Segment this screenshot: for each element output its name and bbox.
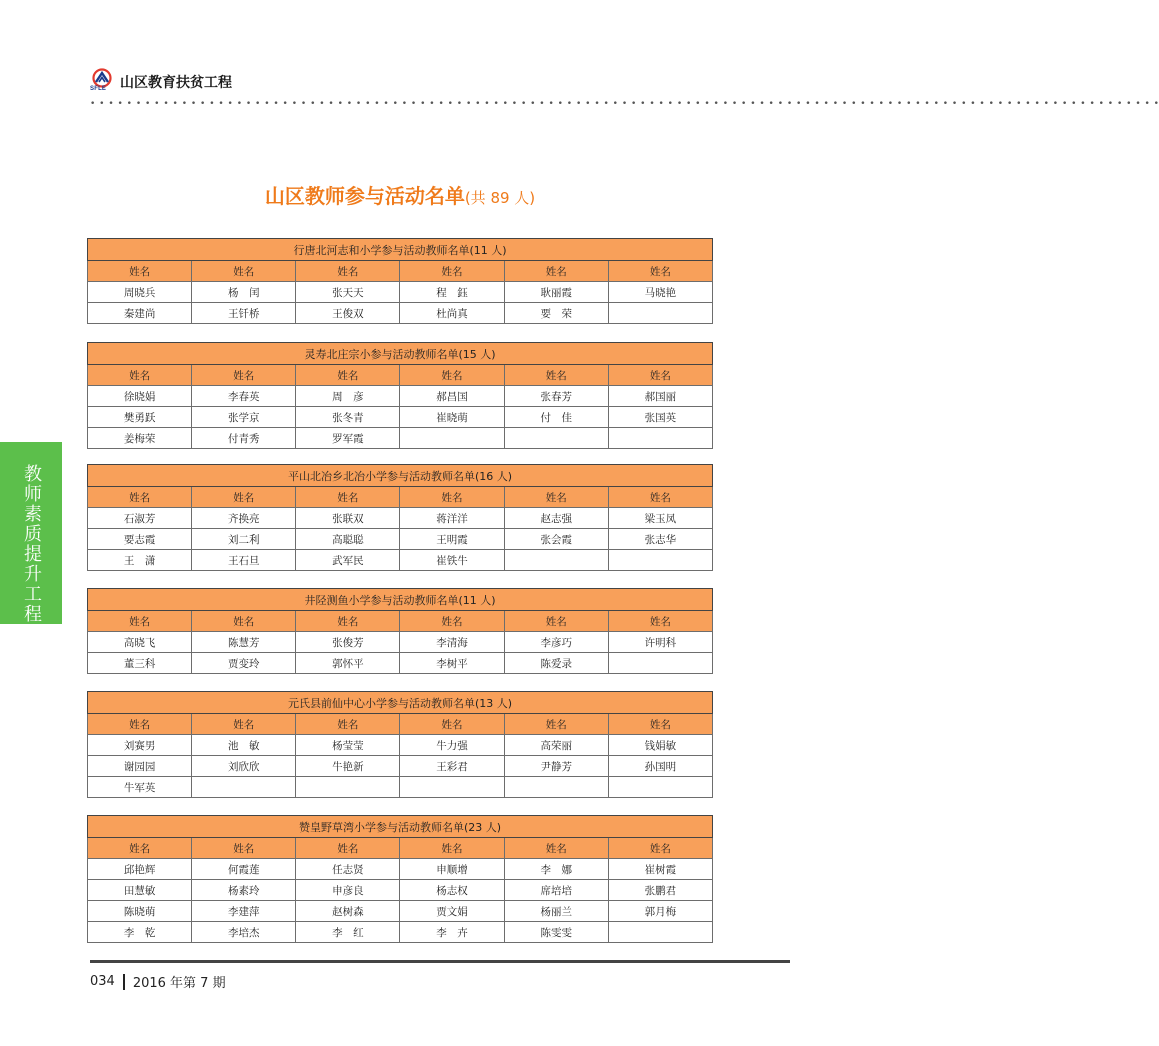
teacher-name-cell: 王俊双 — [296, 303, 400, 324]
column-header: 姓名 — [88, 261, 192, 282]
teacher-name-cell: 尹静芳 — [504, 756, 608, 777]
teacher-name-cell: 池 敏 — [192, 735, 296, 756]
roster-table — [87, 588, 713, 674]
teacher-name-cell: 郝昌国 — [400, 386, 504, 407]
teacher-name-cell: 王 潇 — [88, 550, 192, 571]
teacher-name-cell: 邱艳辉 — [88, 859, 192, 880]
teacher-name-cell: 田慧敏 — [88, 880, 192, 901]
teacher-name-cell: 崔铁牛 — [400, 550, 504, 571]
teacher-name-cell: 杨志权 — [400, 880, 504, 901]
column-header: 姓名 — [88, 365, 192, 386]
teacher-name-cell: 李春英 — [192, 386, 296, 407]
teacher-name-cell: 耿丽霞 — [504, 282, 608, 303]
teacher-name-cell: 贾变玲 — [192, 653, 296, 674]
table-row — [88, 653, 713, 674]
teacher-name-cell: 杨 闰 — [192, 282, 296, 303]
column-header: 姓名 — [400, 714, 504, 735]
column-header: 姓名 — [192, 487, 296, 508]
teacher-name-cell: 李树平 — [400, 653, 504, 674]
page-number: 034 — [90, 974, 115, 989]
table-row — [88, 550, 713, 571]
column-header: 姓名 — [504, 714, 608, 735]
roster-table — [87, 464, 713, 571]
column-header: 姓名 — [192, 261, 296, 282]
teacher-name-cell: 申顺增 — [400, 859, 504, 880]
teacher-name-cell: 赵志强 — [504, 508, 608, 529]
teacher-name-cell: 张冬青 — [296, 407, 400, 428]
dotted-divider: • • • • • • • • • • • • • • • • • • • • • • • • • • • • • • • • • • • • • • • • • • • • • • • • • • • • • • • • • • • • • • • • • • • • • • • • • • • • • • • • • • • • • • • • • • • • • • • • • • • • • • • • • • • • • • • • • • • • • — [90, 99, 1159, 109]
teacher-name-cell: 李 娜 — [504, 859, 608, 880]
teacher-name-cell — [608, 428, 712, 449]
teacher-name-cell: 王明霞 — [400, 529, 504, 550]
column-header: 姓名 — [192, 838, 296, 859]
column-header: 姓名 — [504, 365, 608, 386]
teacher-name-cell: 郭怀平 — [296, 653, 400, 674]
sfle-logo — [90, 68, 114, 96]
table-caption: 行唐北河志和小学参与活动教师名单(11 人) — [88, 239, 713, 261]
section-side-tab — [0, 442, 62, 624]
teacher-name-cell: 张联双 — [296, 508, 400, 529]
footer-separator — [123, 974, 125, 990]
teacher-name-cell: 张俊芳 — [296, 632, 400, 653]
teacher-name-cell: 张学京 — [192, 407, 296, 428]
column-header: 姓名 — [88, 714, 192, 735]
teacher-name-cell: 齐换亮 — [192, 508, 296, 529]
teacher-name-cell: 周晓兵 — [88, 282, 192, 303]
teacher-name-cell: 张春芳 — [504, 386, 608, 407]
column-header: 姓名 — [192, 611, 296, 632]
teacher-name-cell: 许明科 — [608, 632, 712, 653]
column-header: 姓名 — [192, 365, 296, 386]
page-title-main: 山区教师参与活动名单 — [264, 184, 465, 208]
column-header: 姓名 — [296, 611, 400, 632]
teacher-name-cell: 李培杰 — [192, 922, 296, 943]
teacher-name-cell — [608, 550, 712, 571]
teacher-name-cell: 石淑芳 — [88, 508, 192, 529]
teacher-name-cell: 贾文娟 — [400, 901, 504, 922]
teacher-name-cell: 高荣丽 — [504, 735, 608, 756]
table-row — [88, 735, 713, 756]
teacher-name-cell: 崔树霞 — [608, 859, 712, 880]
teacher-name-cell: 陈爱录 — [504, 653, 608, 674]
teacher-name-cell: 付 佳 — [504, 407, 608, 428]
teacher-name-cell: 要 荣 — [504, 303, 608, 324]
teacher-name-cell: 张志华 — [608, 529, 712, 550]
teacher-name-cell: 李彦巧 — [504, 632, 608, 653]
teacher-name-cell: 杜尚真 — [400, 303, 504, 324]
teacher-name-cell: 钱娟敏 — [608, 735, 712, 756]
page-footer — [90, 972, 226, 991]
teacher-name-cell: 张天天 — [296, 282, 400, 303]
column-header: 姓名 — [504, 487, 608, 508]
teacher-name-cell: 张鹏君 — [608, 880, 712, 901]
column-header: 姓名 — [504, 838, 608, 859]
teacher-name-cell: 王彩君 — [400, 756, 504, 777]
column-header: 姓名 — [296, 714, 400, 735]
teacher-name-cell: 梁玉凤 — [608, 508, 712, 529]
teacher-name-cell: 李 乾 — [88, 922, 192, 943]
teacher-name-cell: 席培培 — [504, 880, 608, 901]
teacher-name-cell: 李清海 — [400, 632, 504, 653]
teacher-name-cell: 程 鈺 — [400, 282, 504, 303]
footer-rule — [90, 960, 790, 963]
teacher-name-cell: 崔晓萌 — [400, 407, 504, 428]
column-header: 姓名 — [400, 838, 504, 859]
teacher-name-cell — [608, 303, 712, 324]
teacher-name-cell: 何霞莲 — [192, 859, 296, 880]
page-title-count: (共 89 人) — [464, 189, 536, 207]
logo-text: SFLE — [90, 86, 107, 92]
table-row — [88, 428, 713, 449]
roster-table — [87, 342, 713, 449]
column-header: 姓名 — [192, 714, 296, 735]
teacher-name-cell: 牛艳新 — [296, 756, 400, 777]
teacher-name-cell: 李 卉 — [400, 922, 504, 943]
teacher-name-cell: 王钎桥 — [192, 303, 296, 324]
teacher-name-cell — [296, 777, 400, 798]
teacher-name-cell: 任志贤 — [296, 859, 400, 880]
column-header: 姓名 — [400, 487, 504, 508]
column-header: 姓名 — [88, 487, 192, 508]
table-row — [88, 632, 713, 653]
teacher-name-cell: 刘赛男 — [88, 735, 192, 756]
teacher-name-cell — [608, 777, 712, 798]
issue-label: 2016 年第 7 期 — [132, 976, 226, 991]
column-header: 姓名 — [400, 365, 504, 386]
column-header: 姓名 — [608, 365, 712, 386]
teacher-name-cell: 王石旦 — [192, 550, 296, 571]
table-row — [88, 282, 713, 303]
teacher-name-cell: 董三科 — [88, 653, 192, 674]
masthead — [90, 68, 232, 96]
table-caption: 元氏县前仙中心小学参与活动教师名单(13 人) — [88, 692, 713, 714]
teacher-name-cell: 高晓飞 — [88, 632, 192, 653]
table-row — [88, 922, 713, 943]
teacher-name-cell: 秦建尚 — [88, 303, 192, 324]
teacher-name-cell: 郭月梅 — [608, 901, 712, 922]
teacher-name-cell: 陈雯雯 — [504, 922, 608, 943]
roster-table — [87, 691, 713, 798]
table-caption: 井陉测鱼小学参与活动教师名单(11 人) — [88, 589, 713, 611]
table-row — [88, 303, 713, 324]
side-tab-label: 教师素质提升工程 — [21, 464, 42, 624]
teacher-name-cell: 付青秀 — [192, 428, 296, 449]
teacher-name-cell: 周 彦 — [296, 386, 400, 407]
teacher-name-cell: 张国英 — [608, 407, 712, 428]
column-header: 姓名 — [608, 611, 712, 632]
publication-title: 山区教育扶贫工程 — [120, 75, 232, 91]
table-row — [88, 756, 713, 777]
column-header: 姓名 — [608, 838, 712, 859]
teacher-name-cell: 杨丽兰 — [504, 901, 608, 922]
teacher-name-cell — [504, 428, 608, 449]
teacher-name-cell: 刘欣欣 — [192, 756, 296, 777]
column-header: 姓名 — [88, 838, 192, 859]
teacher-name-cell — [504, 777, 608, 798]
column-header: 姓名 — [296, 838, 400, 859]
roster-table — [87, 238, 713, 324]
column-header: 姓名 — [296, 261, 400, 282]
page-title — [0, 180, 800, 209]
teacher-name-cell: 马晓艳 — [608, 282, 712, 303]
teacher-name-cell: 赵树森 — [296, 901, 400, 922]
teacher-name-cell: 李建萍 — [192, 901, 296, 922]
teacher-name-cell: 徐晓娟 — [88, 386, 192, 407]
teacher-name-cell: 谢园园 — [88, 756, 192, 777]
column-header: 姓名 — [296, 365, 400, 386]
column-header: 姓名 — [504, 611, 608, 632]
column-header: 姓名 — [400, 261, 504, 282]
teacher-name-cell: 牛力强 — [400, 735, 504, 756]
teacher-name-cell: 孙国明 — [608, 756, 712, 777]
logo-mark-icon — [90, 68, 114, 88]
teacher-name-cell: 牛军英 — [88, 777, 192, 798]
table-caption: 平山北冶乡北冶小学参与活动教师名单(16 人) — [88, 465, 713, 487]
teacher-name-cell — [400, 428, 504, 449]
column-header: 姓名 — [608, 261, 712, 282]
column-header: 姓名 — [608, 487, 712, 508]
table-row — [88, 386, 713, 407]
table-row — [88, 407, 713, 428]
teacher-name-cell — [504, 550, 608, 571]
teacher-name-cell: 郝国丽 — [608, 386, 712, 407]
table-row — [88, 880, 713, 901]
column-header: 姓名 — [400, 611, 504, 632]
column-header: 姓名 — [608, 714, 712, 735]
table-row — [88, 777, 713, 798]
teacher-name-cell: 姜梅荣 — [88, 428, 192, 449]
table-row — [88, 901, 713, 922]
roster-table — [87, 815, 713, 943]
teacher-name-cell: 罗军霞 — [296, 428, 400, 449]
table-row — [88, 529, 713, 550]
teacher-name-cell: 陈慧芳 — [192, 632, 296, 653]
column-header: 姓名 — [504, 261, 608, 282]
teacher-name-cell: 张会霞 — [504, 529, 608, 550]
teacher-name-cell — [192, 777, 296, 798]
table-row — [88, 859, 713, 880]
teacher-name-cell: 蒋洋洋 — [400, 508, 504, 529]
teacher-name-cell — [400, 777, 504, 798]
teacher-name-cell: 申彦良 — [296, 880, 400, 901]
teacher-name-cell: 陈晓萌 — [88, 901, 192, 922]
teacher-name-cell: 要志霞 — [88, 529, 192, 550]
column-header: 姓名 — [88, 611, 192, 632]
teacher-name-cell: 武军民 — [296, 550, 400, 571]
table-caption: 赞皇野草湾小学参与活动教师名单(23 人) — [88, 816, 713, 838]
teacher-name-cell: 刘二利 — [192, 529, 296, 550]
column-header: 姓名 — [296, 487, 400, 508]
teacher-name-cell: 杨莹莹 — [296, 735, 400, 756]
teacher-name-cell: 高聪聪 — [296, 529, 400, 550]
teacher-name-cell — [608, 653, 712, 674]
table-row — [88, 508, 713, 529]
teacher-name-cell: 杨素玲 — [192, 880, 296, 901]
table-caption: 灵寿北庄宗小参与活动教师名单(15 人) — [88, 343, 713, 365]
teacher-name-cell: 李 红 — [296, 922, 400, 943]
teacher-name-cell: 樊勇跃 — [88, 407, 192, 428]
teacher-name-cell — [608, 922, 712, 943]
